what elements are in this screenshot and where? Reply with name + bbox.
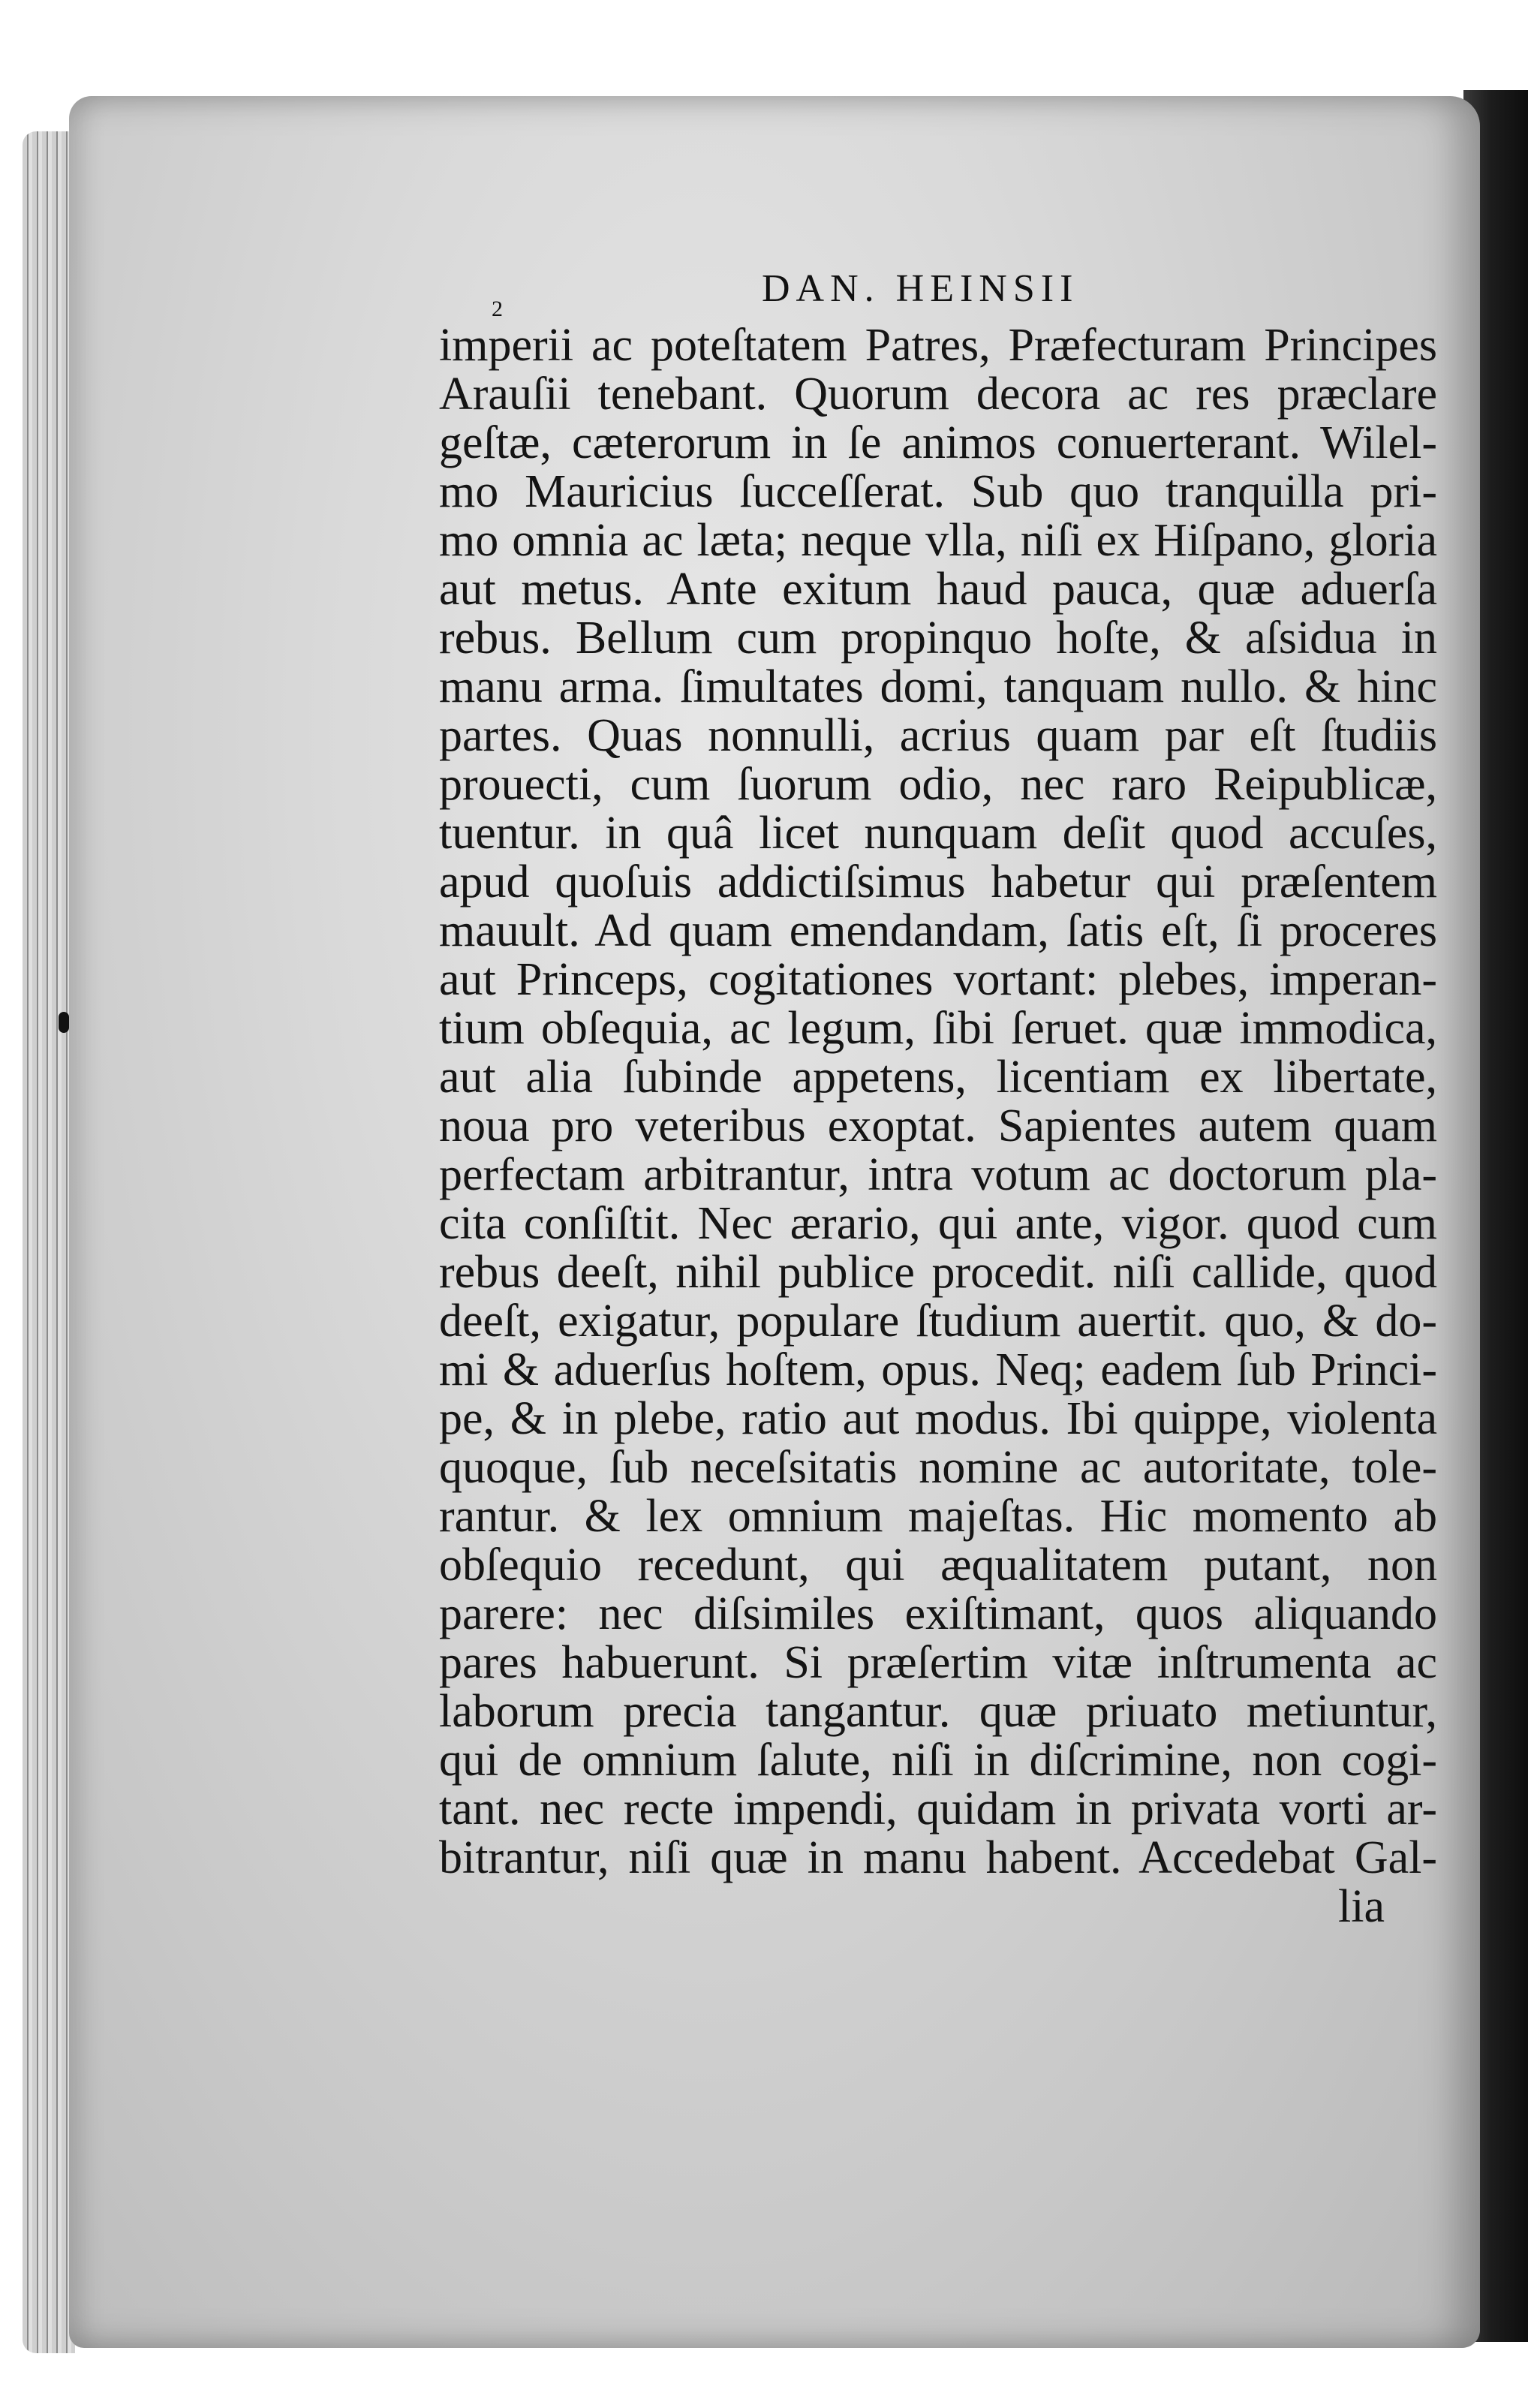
- text-line: apud quoſuis addictiſsimus habetur qui præſentem: [439, 856, 1437, 908]
- text-line: qui de omnium ſalute, niſi in diſcrimine, non cogi-: [439, 1735, 1437, 1786]
- gutter-mark: [59, 1012, 69, 1033]
- text-line: mi & aduerſus hoſtem, opus. Neq; eadem ſub Princi-: [439, 1344, 1437, 1395]
- text-line: perfectam arbitrantur, intra votum ac doctorum pla-: [439, 1149, 1437, 1200]
- text-line: mo Mauricius ſucceſſerat. Sub quo tranquilla pri-: [439, 466, 1437, 517]
- text-line: obſequio recedunt, qui æqualitatem putant, non: [439, 1540, 1437, 1591]
- text-line: mo omnia ac læta; neque vlla, niſi ex Hiſpano, gloria: [439, 515, 1437, 566]
- text-line: mauult. Ad quam emendandam, ſatis eſt, ſi proceres: [439, 905, 1437, 956]
- left-book-edges: [23, 131, 75, 2353]
- text-line: quoque, ſub neceſsitatis nomine ac autoritate, tole-: [439, 1442, 1437, 1493]
- text-line: aut metus. Ante exitum haud pauca, quæ aduerſa: [439, 564, 1437, 615]
- body-text: [439, 321, 1437, 1931]
- page-number: 2: [492, 296, 503, 321]
- text-line: pe, & in plebe, ratio aut modus. Ibi quippe, violenta: [439, 1393, 1437, 1444]
- text-line: aut Princeps, cogitationes vortant: plebes, imperan-: [439, 954, 1437, 1005]
- text-line: tant. nec recte impendi, quidam in privata vorti ar-: [439, 1783, 1437, 1835]
- text-line: rebus deeſt, nihil publice procedit. niſi callide, quod: [439, 1247, 1437, 1298]
- text-line: laborum precia tangantur. quæ priuato metiuntur,: [439, 1686, 1437, 1737]
- text-line: partes. Quas nonnulli, acrius quam par eſt ſtudiis: [439, 710, 1437, 761]
- text-line: imperii ac poteſtatem Patres, Præfecturam Principes: [439, 320, 1437, 371]
- text-line: rantur. & lex omnium majeſtas. Hic momento ab: [439, 1491, 1437, 1542]
- text-line: tium obſequia, ac legum, ſibi ſeruet. quæ immodica,: [439, 1003, 1437, 1054]
- text-line: noua pro veteribus exoptat. Sapientes autem quam: [439, 1100, 1437, 1151]
- text-line: parere: nec diſsimiles exiſtimant, quos aliquando: [439, 1588, 1437, 1639]
- text-line: tuentur. in quâ licet nunquam deſit quod accuſes,: [439, 808, 1437, 859]
- text-line: aut alia ſubinde appetens, licentiam ex libertate,: [439, 1052, 1437, 1103]
- catchword: lia: [1338, 1881, 1385, 1932]
- text-line: prouecti, cum ſuorum odio, nec raro Reipublicæ,: [439, 759, 1437, 810]
- text-line: bitrantur, niſi quæ in manu habent. Accedebat Gal-: [439, 1832, 1437, 1883]
- text-line: pares habuerunt. Si præſertim vitæ inſtrumenta ac: [439, 1637, 1437, 1688]
- text-line: rebus. Bellum cum propinquo hoſte, & aſsidua in: [439, 613, 1437, 664]
- text-line: Arauſii tenebant. Quorum decora ac res præclare: [439, 369, 1437, 420]
- text-line: manu arma. ſimultates domi, tanquam nullo. & hinc: [439, 661, 1437, 712]
- text-line: cita conſiſtit. Nec ærario, qui ante, vigor. quod cum: [439, 1198, 1437, 1249]
- text-line: deeſt, exigatur, populare ſtudium auertit. quo, & do-: [439, 1296, 1437, 1347]
- running-head: DAN. HEINSII: [762, 267, 1079, 310]
- text-line: geſtæ, cæterorum in ſe animos conuerterant. Wilel-: [439, 417, 1437, 468]
